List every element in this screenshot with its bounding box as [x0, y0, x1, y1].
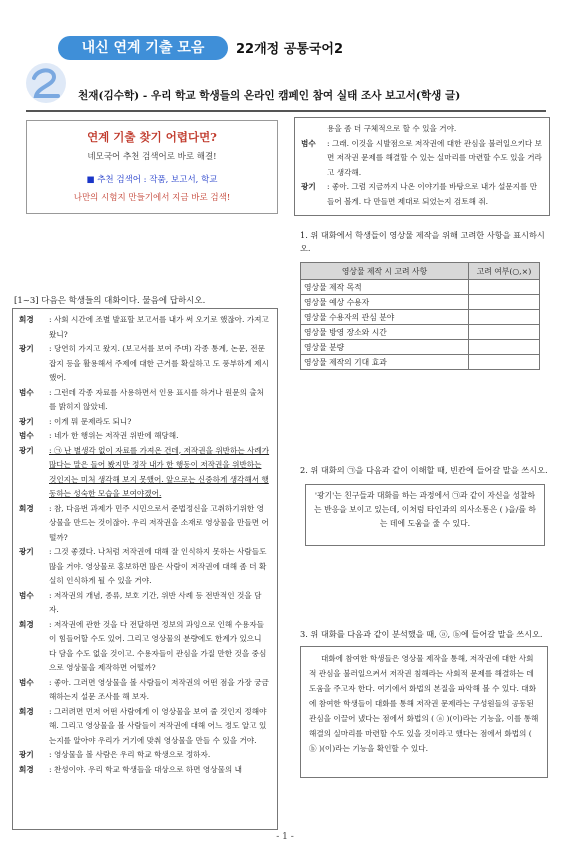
dialogue-box — [12, 308, 278, 830]
speaker-name — [301, 122, 327, 137]
speaker-text: : 좋아. 그러면 영상물을 볼 사람들이 저작권의 어떤 점을 가장 궁금해하는지 설문 조사를 해 보자. — [49, 677, 269, 701]
dialogue-line — [19, 748, 271, 763]
speaker-name: 회경 — [19, 706, 34, 716]
speaker-text: : 저작권의 개념, 종류, 보호 기간, 위반 사례 등 전반적인 것을 담자. — [49, 590, 262, 614]
table-cell-answer[interactable] — [469, 325, 540, 340]
dialogue-line — [19, 618, 271, 676]
table-cell-item: 영상물 예상 수용자 — [301, 295, 469, 310]
header-pill: 내신 연계 기출 모음 — [58, 36, 228, 60]
table-cell-item: 영상물 수용자의 관심 분야 — [301, 310, 469, 325]
dialogue-line — [19, 386, 271, 415]
speaker-name: 광기 — [19, 416, 34, 426]
speaker-name: 광기 — [19, 445, 34, 455]
speaker-name: 범수 — [19, 677, 34, 687]
promo-cta: 나만의 시험지 만들기에서 지금 바로 검색! — [73, 193, 231, 203]
table-cell-answer[interactable] — [469, 355, 540, 370]
table-cell-item: 영상물 방영 장소와 시간 — [301, 325, 469, 340]
promo-keywords: ■ 추천 검색어 : 작품, 보고서, 학교 — [86, 175, 218, 185]
speaker-name: 광기 — [19, 344, 34, 353]
table-row — [301, 325, 540, 340]
speaker-name: 회경 — [19, 619, 34, 629]
speaker-text: : 참, 다음번 과제가 민주 시민으로서 준법정신을 고취하기위한 영상물을 만드는 것이잖아. 우리 저작권을 소재로 영상물을 만들면 어떨까? — [49, 503, 269, 542]
instruction: [1~3] 다음은 학생들의 대화이다. 물음에 답하시오. — [14, 296, 206, 306]
speaker-text: : 네가 한 행위는 저작권 위반에 해당해. — [49, 431, 179, 440]
question-3-box-text: 대화에 참여한 학생들은 영상물 제작을 통해, 저작권에 대한 사회적 관심을 불러일으켜서 저작권 침해라는 사회적 문제를 해결하는 데 도움을 주고자 한다. 여기에서 화법의 본질을 파악해 볼 수 있다. 대화에 참여한 학생들이 대화를 통해 저작권 문제라는 구성원들의 공동된 관심을 이끌어 냈다는 점에서 화법의 ( ⓐ )(이)라는 기능을, 이를 통해 해결의 실마리를 마련할 수도 있을 것이라고 했다는 점에서 화법의 ( ⓑ )(이)라는 기능을 확인할 수 있다. — [309, 654, 539, 753]
dialogue-line — [19, 676, 271, 705]
question-2-box — [305, 484, 545, 546]
speaker-text: : 그런데 각종 자료를 사용하면서 인용 표시를 하거나 원문의 출처를 밝히지 않았네. — [49, 387, 265, 411]
question-3-box — [300, 646, 548, 778]
speaker-text: : 사회 시간에 조별 발표할 보고서를 내가 써 오기로 했잖아. 가져고 왔니? — [49, 315, 269, 339]
question-2: 2. 위 대화의 ㉠을 다음과 같이 이해할 때, 빈칸에 들어갈 말을 쓰시오. — [300, 465, 548, 475]
speaker-text: : 그러려면 먼저 어떤 사람에게 이 영상물을 보여 줄 것인지 정해야 해. 그리고 영상물을 볼 사람들이 저작권에 대해 어느 정도 알고 있는지를 알아야 우리가 거기에 맞춰 영상물을 만들 수 있을 거야. — [49, 706, 267, 745]
dialogue-line — [301, 180, 543, 209]
dialogue-line — [19, 429, 271, 444]
speaker-text: : 이게 뭐 문제라도 되니? — [49, 416, 132, 426]
table-cell-answer[interactable] — [469, 295, 540, 310]
speaker-text: : 찬성이야. 우리 학교 학생들을 대상으로 하면 영상물의 내 — [49, 764, 242, 774]
dialogue-line — [19, 415, 271, 430]
promo-subline: 네모국어 추천 검색어로 바로 해결! — [87, 152, 217, 162]
speaker-name: 범수 — [19, 590, 34, 600]
dialogue-continued-box — [294, 117, 550, 216]
table-cell-item: 영상물 제작 목적 — [301, 280, 469, 295]
table-header-item: 영상물 제작 시 고려 사항 — [301, 263, 469, 280]
promo-box — [26, 120, 278, 214]
dialogue-line — [19, 342, 271, 386]
speaker-text: : ㉠ 난 별생각 없이 자료를 가져온 건데, 저작권을 위반하는 사례가 많다는 말은 들어 봤지만 정작 내가 한 행동이 저작권을 위반하는 것인지는 미처 생각해 보지 못했어. 앞으로는 신중하게 생각해서 행동하는 성숙한 모습을 보여야겠어. — [49, 445, 270, 498]
speaker-text: : 그것 좋겠다. 나처럼 저작권에 대해 잘 인식하지 못하는 사람들도 많을 거야. 영상물로 홍보하면 많은 사람이 저작권에 대해 좀 더 확실히 인식하게 될 수 있을 거야. — [49, 547, 267, 585]
question-3: 3. 위 대화를 다음과 같이 분석했을 때, ⓐ, ⓑ에 들어갈 말을 쓰시오. — [300, 629, 543, 639]
table-row — [301, 295, 540, 310]
table-cell-answer[interactable] — [469, 340, 540, 355]
table-cell-item: 영상물 제작의 기대 효과 — [301, 355, 469, 370]
consideration-table — [300, 262, 540, 370]
speaker-text: 용을 좀 더 구체적으로 할 수 있을 거야. — [327, 124, 457, 133]
table-row — [301, 310, 540, 325]
header-subtitle: 22개정 공통국어2 — [236, 42, 344, 57]
speaker-name: 회경 — [19, 764, 34, 774]
speaker-text: : 좋아. 그럼 지금까지 나온 이야기를 바탕으로 내가 설문지를 만들어 볼게. 다 만들면 제대로 되었는지 검토해 줘. — [327, 182, 538, 206]
speaker-name: 범수 — [19, 431, 34, 440]
speaker-name: 회경 — [19, 315, 34, 324]
dialogue-line — [19, 589, 271, 618]
dialogue-line — [19, 444, 271, 502]
dialogue-line — [19, 313, 271, 342]
dialogue-line — [19, 705, 271, 749]
speaker-name: 광기 — [301, 182, 316, 191]
speaker-text: : 저작권에 관한 것을 다 전달하면 정보의 과잉으로 인해 수용자들이 힘들어할 수도 있어. 그리고 영상물의 분량에도 한계가 있으니 다 담을 수도 없을 것이고. 수용자들이 관심을 가질 만한 것을 중심으로 영상물을 제작하면 어떨까? — [49, 619, 267, 672]
speaker-text: : 당연히 가지고 왔지. (보고서를 보여 주며) 각종 통계, 논문, 전문 잡지 등을 활용해서 주제에 대한 근거를 확실하고 도 풍부하게 제시했어. — [49, 344, 269, 382]
speaker-name: 회경 — [19, 503, 34, 513]
table-header-check: 고려 여부(○,×) — [469, 263, 540, 280]
question-1: 1. 위 대화에서 학생들이 영상물 제작을 위해 고려한 사항을 표시하시오. — [300, 230, 545, 253]
document-title: 천재(김수학) - 우리 학교 학생들의 온라인 캠페인 참여 실태 조사 보고서(학생 글) — [78, 90, 461, 102]
speaker-name: 범수 — [19, 387, 34, 397]
dialogue-line — [19, 545, 271, 589]
table-cell-answer[interactable] — [469, 280, 540, 295]
table-cell-item: 영상물 분량 — [301, 340, 469, 355]
dialogue-line — [19, 763, 271, 778]
speaker-text: : 영상물을 볼 사람은 우리 학교 학생으로 정하자. — [49, 750, 211, 759]
page-number: - 1 - — [276, 832, 294, 842]
dialogue-line — [301, 137, 543, 181]
speaker-text: : 그래. 이것을 시발점으로 저작권에 대한 관심을 불러일으키다 보면 저작권 문제를 해결할 수 있는 실마리를 마련할 수도 있을 거라고 생각해. — [327, 138, 543, 177]
question-2-box-text: '광기'는 친구들과 대화를 하는 과정에서 ㉠과 같이 자신을 성찰하는 반응을 보이고 있는데, 이처럼 타인과의 의사소통은 ( )을/를 하는 데에 도움을 줄 수 있다. — [314, 491, 536, 528]
promo-headline: 연계 기출 찾기 어렵다면? — [87, 130, 217, 144]
speaker-name: 범수 — [301, 138, 316, 148]
header-divider — [26, 110, 546, 112]
speaker-name: 광기 — [19, 547, 34, 556]
table-row — [301, 340, 540, 355]
table-row — [301, 355, 540, 370]
dialogue-line — [301, 122, 543, 137]
dialogue-line — [19, 502, 271, 546]
speaker-name: 광기 — [19, 750, 34, 759]
brand-logo-icon — [20, 60, 72, 106]
table-cell-answer[interactable] — [469, 310, 540, 325]
table-row — [301, 280, 540, 295]
